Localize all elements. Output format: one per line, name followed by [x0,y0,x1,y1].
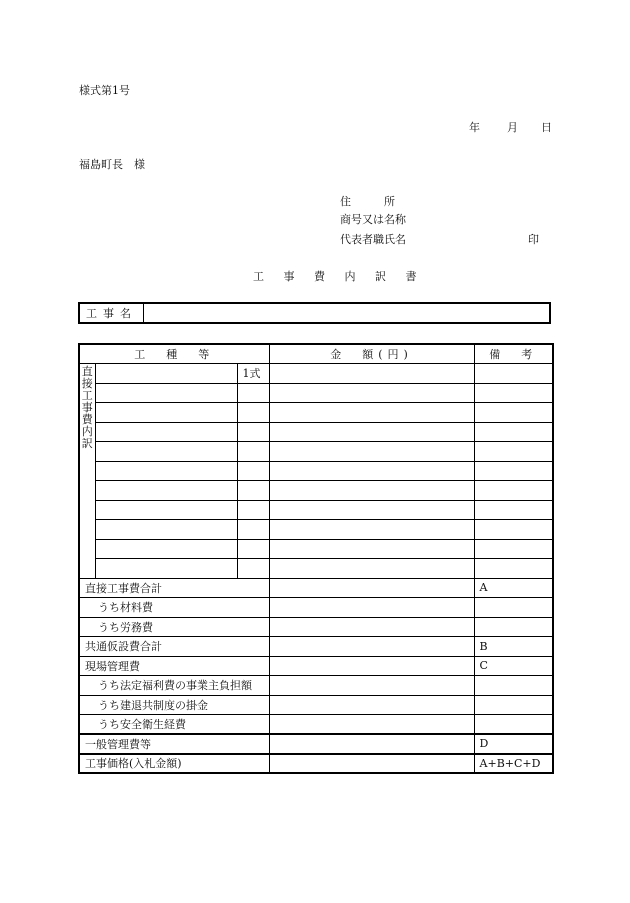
addressee: 福島町長 様 [79,158,145,171]
direct-item-row [79,559,553,579]
mutual-aid-amount[interactable] [269,695,474,715]
site-mgmt-label: 現場管理費 [79,656,269,676]
general-mgmt-amount[interactable] [269,734,474,754]
direct-item-row [79,364,553,384]
site-mgmt-remark: C [474,656,553,676]
welfare-row [79,676,553,696]
safety-remark[interactable] [474,715,553,735]
welfare-remark[interactable] [474,676,553,696]
direct-total-label: 直接工事費合計 [79,578,269,598]
item-name-cell[interactable] [95,364,237,384]
header-amount: 金 額(円) [269,344,474,364]
general-mgmt-label: 一般管理費等 [79,734,269,754]
safety-label: うち安全衛生経費 [79,715,269,735]
general-mgmt-row [79,734,553,754]
site-mgmt-row [79,656,553,676]
common-temp-amount[interactable] [269,637,474,657]
common-temp-row [79,637,553,657]
labor-amount[interactable] [269,617,474,637]
direct-total-row [79,578,553,598]
direct-item-row [79,403,553,423]
site-mgmt-amount[interactable] [269,656,474,676]
mutual-aid-row [79,695,553,715]
project-name-box [78,302,551,324]
representative-label: 代表者職氏名 [340,233,406,246]
welfare-label: うち法定福利費の事業主負担額 [79,676,269,696]
direct-item-row [79,422,553,442]
welfare-amount[interactable] [269,676,474,696]
direct-item-row [79,461,553,481]
header-row [79,344,553,364]
header-type: 工 種 等 [79,344,269,364]
common-temp-label: 共通仮設費合計 [79,637,269,657]
safety-amount[interactable] [269,715,474,735]
direct-item-row [79,442,553,462]
material-amount[interactable] [269,598,474,618]
item-amount-cell[interactable] [269,364,474,384]
direct-item-row [79,383,553,403]
safety-row [79,715,553,735]
construction-price-row [79,754,553,774]
labor-remark[interactable] [474,617,553,637]
item-remarks-cell[interactable] [474,364,553,384]
construction-price-amount[interactable] [269,754,474,774]
direct-item-row [79,481,553,501]
date-day-label: 日 [541,121,552,134]
direct-cost-vertical-label: 直 接 工 事 費 内 訳 [79,364,95,579]
direct-item-row [79,520,553,540]
construction-price-label: 工事価格(入札金額) [79,754,269,774]
material-row [79,598,553,618]
direct-item-row [79,500,553,520]
item-unit-cell[interactable]: 1式 [237,364,269,384]
address-label: 住 所 [340,195,395,208]
direct-total-amount[interactable] [269,578,474,598]
material-label: うち材料費 [79,598,269,618]
seal-mark: 印 [528,233,539,246]
form-number: 様式第1号 [79,84,130,97]
direct-total-remark: A [474,578,553,598]
labor-row [79,617,553,637]
header-remarks: 備 考 [474,344,553,364]
general-mgmt-remark: D [474,734,553,754]
common-temp-remark: B [474,637,553,657]
material-remark[interactable] [474,598,553,618]
cost-breakdown-table [78,343,554,774]
labor-label: うち労務費 [79,617,269,637]
project-name-label: 工事名 [80,304,144,322]
company-name-label: 商号又は名称 [340,213,406,226]
date-year-label: 年 [469,121,480,134]
mutual-aid-remark[interactable] [474,695,553,715]
date-month-label: 月 [507,121,518,134]
direct-item-row [79,539,553,559]
document-title: 工 事 費 内 訳 書 [253,270,425,283]
mutual-aid-label: うち建退共制度の掛金 [79,695,269,715]
construction-price-remark: A+B+C+D [474,754,553,774]
